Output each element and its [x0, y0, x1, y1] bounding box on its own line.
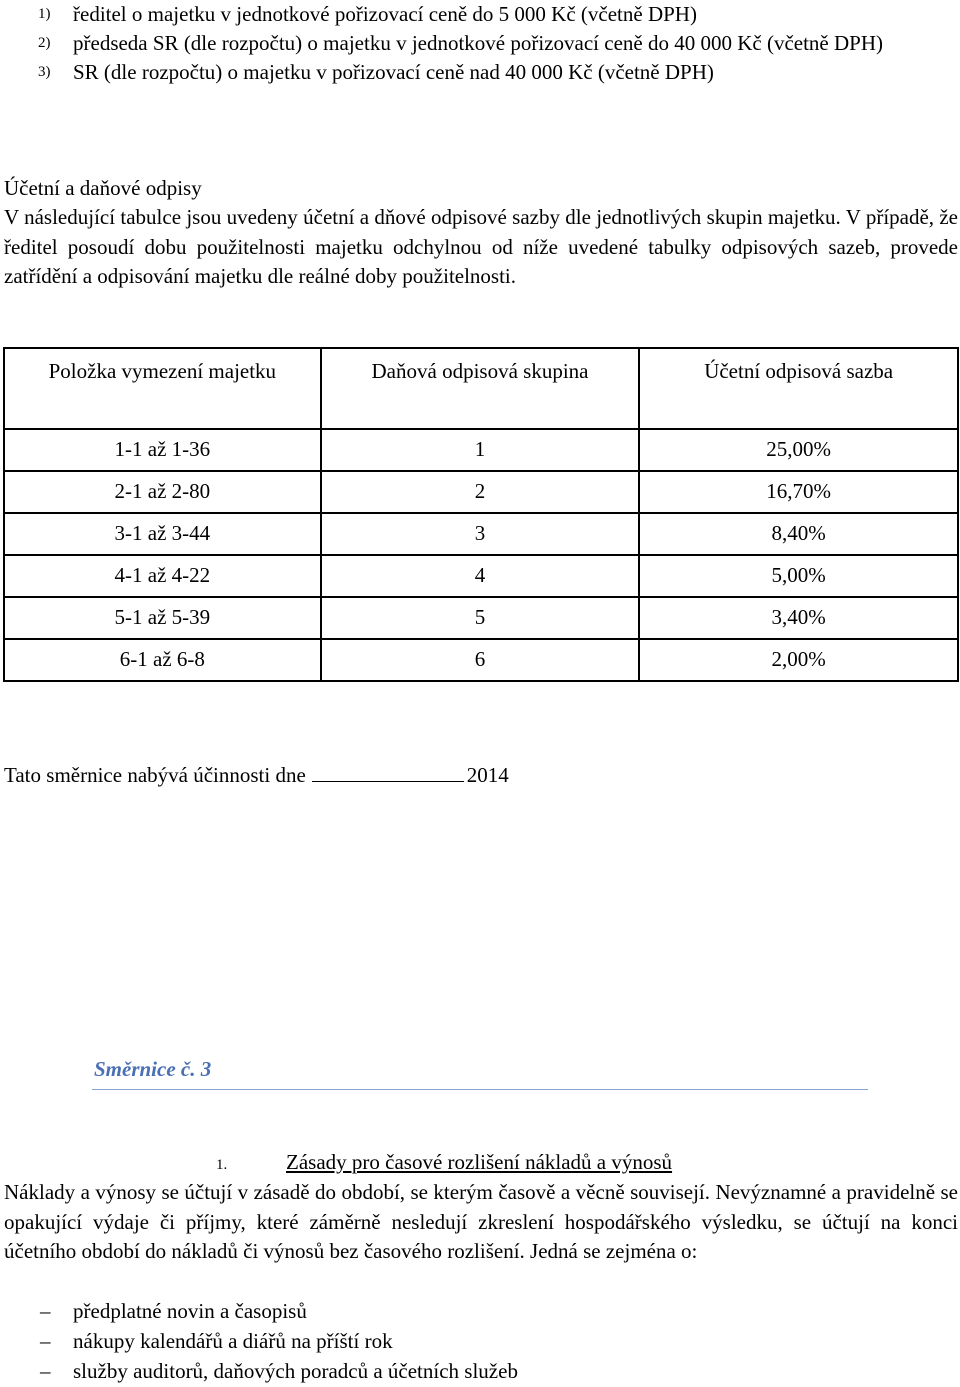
list-item-text: služby auditorů, daňových poradců a účetních služeb	[73, 1359, 518, 1383]
cell-asset-item: 2-1 až 2-80	[4, 471, 321, 513]
table-row	[4, 513, 958, 555]
table-row	[4, 471, 958, 513]
subsection-heading	[216, 1149, 672, 1176]
table-row	[4, 639, 958, 681]
list-item-text: ředitel o majetku v jednotkové pořizovací ceně do 5 000 Kč (včetně DPH)	[73, 2, 697, 26]
expense-dash-list	[0, 1296, 960, 1386]
cell-accounting-rate: 3,40%	[639, 597, 958, 639]
list-item	[0, 1326, 960, 1356]
cell-tax-group: 4	[321, 555, 640, 597]
dash-bullet: –	[40, 1359, 51, 1383]
cell-asset-item: 4-1 až 4-22	[4, 555, 321, 597]
cell-tax-group: 3	[321, 513, 640, 555]
cell-asset-item: 3-1 až 3-44	[4, 513, 321, 555]
directive-divider	[92, 1089, 868, 1090]
list-number: 2)	[38, 35, 51, 51]
subsection-title: Zásady pro časové rozlišení nákladů a výnosů	[286, 1150, 673, 1174]
cell-asset-item: 5-1 až 5-39	[4, 597, 321, 639]
numbered-list-item	[0, 29, 960, 58]
list-item-text: předseda SR (dle rozpočtu) o majetku v jednotkové pořizovací ceně do 40 000 Kč (včetně DPH)	[73, 31, 883, 55]
cell-accounting-rate: 5,00%	[639, 555, 958, 597]
cell-asset-item: 1-1 až 1-36	[4, 429, 321, 471]
numbered-list-item	[0, 0, 960, 29]
body-paragraph: Náklady a výnosy se účtují v zásadě do období, se kterým časově a věcně souvisejí. Nevýznamné a pravidelně se opakující výdaje či příjmy, které záměrně nesledují zkreslení hospodářského výsledku, se účtují na konci účetního období do nákladů či výnosů bez časového rozlišení. Jedná se zejména o:	[4, 1180, 958, 1263]
table-header-row	[4, 348, 958, 429]
cell-tax-group: 1	[321, 429, 640, 471]
directive-title: Směrnice č. 3	[94, 1057, 212, 1081]
list-item-text: SR (dle rozpočtu) o majetku v pořizovací ceně nad 40 000 Kč (včetně DPH)	[73, 60, 714, 84]
effective-date-line	[4, 760, 509, 789]
cell-tax-group: 6	[321, 639, 640, 681]
cell-accounting-rate: 2,00%	[639, 639, 958, 681]
dash-bullet: –	[40, 1299, 51, 1323]
intro-paragraph: V následující tabulce jsou uvedeny účetní a dňové odpisové sazby dle jednotlivých skupin majetku. V případě, že ředitel posoudí dobu použitelnosti majetku odchylnou od níže uvedené tabulky odpisových sazeb, provede zatřídění a odpisování majetku dle reálné doby použitelnosti.	[4, 205, 958, 288]
table-row	[4, 555, 958, 597]
cell-accounting-rate: 8,40%	[639, 513, 958, 555]
table-row	[4, 429, 958, 471]
list-item	[0, 1296, 960, 1326]
cell-accounting-rate: 25,00%	[639, 429, 958, 471]
list-item	[0, 1356, 960, 1386]
cell-tax-group: 5	[321, 597, 640, 639]
column-header-asset-item: Položka vymezení majetku	[4, 348, 321, 429]
list-number: 1)	[38, 6, 51, 22]
column-header-accounting-rate: Účetní odpisová sazba	[639, 348, 958, 429]
list-item-text: nákupy kalendářů a diářů na příští rok	[73, 1329, 393, 1353]
approval-numbered-list	[0, 0, 960, 87]
column-header-tax-group: Daňová odpisová skupina	[321, 348, 640, 429]
effective-date-text: Tato směrnice nabývá účinnosti dne	[4, 763, 306, 787]
table-row	[4, 597, 958, 639]
depreciation-rates-table	[3, 347, 959, 682]
list-item-text: předplatné novin a časopisů	[73, 1299, 307, 1323]
section-heading: Účetní a daňové odpisy	[4, 176, 202, 200]
date-blank-line	[312, 760, 464, 782]
cell-accounting-rate: 16,70%	[639, 471, 958, 513]
dash-bullet: –	[40, 1329, 51, 1353]
list-number: 3)	[38, 64, 51, 80]
cell-asset-item: 6-1 až 6-8	[4, 639, 321, 681]
effective-year: 2014	[466, 763, 509, 787]
cell-tax-group: 2	[321, 471, 640, 513]
subsection-number: 1.	[216, 1157, 228, 1173]
numbered-list-item	[0, 58, 960, 87]
